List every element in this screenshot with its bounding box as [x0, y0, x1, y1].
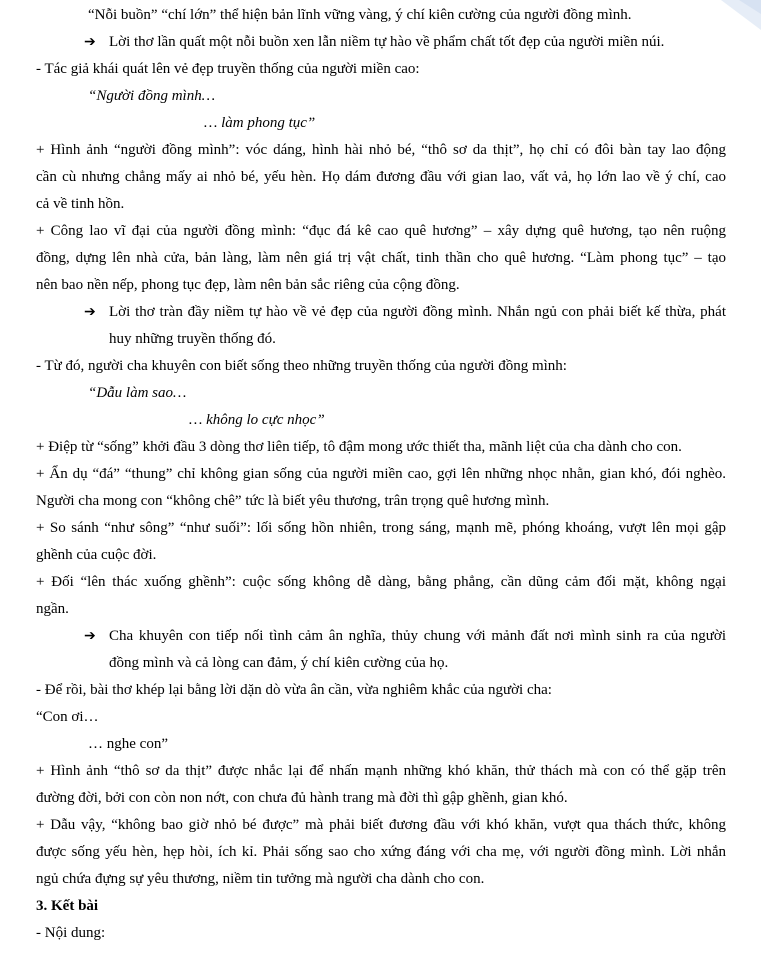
paragraph-line: + Điệp từ “sống” khởi đầu 3 dòng thơ liên tiếp, tô đậm mong ước thiết tha, mãnh liệt của cha dành cho con. — [36, 439, 682, 455]
arrow-conclusion — [36, 29, 726, 56]
paragraph-line: + Công lao vĩ đại của người đồng mình: “đục đá kê cao quê hương” – xây dựng quê hương, tạo nên ruộng — [36, 223, 726, 239]
conclusion-line: đồng mình và cả lòng can đảm, ý chí kiên cường của họ. — [109, 655, 449, 671]
paragraph-line: + Đối “lên thác xuống ghềnh”: cuộc sống không dễ dàng, bằng phẳng, cần dũng cảm đối mặt, không ngại — [36, 574, 726, 590]
paragraph-line: đường đời, bởi con còn non nớt, con chưa đủ hành trang mà đời thì gập ghềnh, gian khó. — [36, 790, 568, 806]
poem-quote: “Dẫu làm sao… — [88, 385, 187, 401]
poem-quote: “Người đồng mình… — [88, 88, 216, 104]
arrow-conclusion — [36, 623, 726, 677]
paragraph-line: Người cha mong con “không chê” tức là biết yêu thương, trân trọng quê hương mình. — [36, 493, 550, 509]
document-page — [36, 2, 726, 947]
poem-quote: … nghe con” — [88, 736, 168, 752]
section-heading: 3. Kết bài — [36, 898, 99, 914]
paragraph-line: cả về tinh hồn. — [36, 196, 125, 212]
paragraph: - Để rồi, bài thơ khép lại bằng lời dặn dò vừa ân cần, vừa nghiêm khắc của người cha: — [36, 682, 552, 698]
paragraph: “Nỗi buồn” “chí lớn” thể hiện bản lĩnh vững vàng, ý chí kiên cường của người đồng mình. — [88, 7, 632, 23]
paragraph-line: + Ẩn dụ “đá” “thung” chỉ không gian sống của người miền cao, gợi lên những nhọc nhằn, gian khó, đói nghèo. — [36, 466, 726, 482]
poem-quote: “Con ơi… — [36, 709, 99, 725]
conclusion-line: Lời thơ lần quất một nỗi buồn xen lẫn niềm tự hào về phẩm chất tốt đẹp của người miền núi. — [109, 34, 665, 50]
paragraph: - Từ đó, người cha khuyên con biết sống theo những truyền thống của người đồng mình: — [36, 358, 567, 374]
paragraph-line: cần cù nhưng chẳng mấy ai nhỏ bé, yếu hèn. Họ dám đương đầu với gian lao, vất vả, họ lớn lao về ý chí, cao — [36, 169, 726, 185]
conclusion-line: Cha khuyên con tiếp nối tình cảm ân nghĩa, thủy chung với mảnh đất nơi mình sinh ra của người — [109, 628, 726, 644]
paragraph: - Tác giả khái quát lên vẻ đẹp truyền thống của người miền cao: — [36, 61, 420, 77]
arrow-right-icon: ➔ — [84, 305, 96, 320]
paragraph-line: nên bao nền nếp, phong tục đẹp, làm nên bản sắc riêng của cộng đồng. — [36, 277, 460, 293]
arrow-right-icon: ➔ — [84, 35, 96, 50]
paragraph-line: + Hình ảnh “người đồng mình”: vóc dáng, hình hài nhỏ bé, “thô sơ da thịt”, họ chỉ có đôi bàn tay lao động — [36, 142, 726, 158]
paragraph: - Nội dung: — [36, 925, 106, 941]
conclusion-line: Lời thơ tràn đầy niềm tự hào về vẻ đẹp của người đồng mình. Nhắn ngủ con phải biết kế thừa, phát — [109, 304, 726, 320]
conclusion-line: huy những truyền thống đó. — [109, 331, 276, 347]
paragraph-line: + Dẫu vậy, “không bao giờ nhỏ bé được” mà phải biết đương đầu với khó khăn, vượt qua thách thức, không — [36, 817, 726, 833]
paragraph-line: + So sánh “như sông” “như suối”: lối sống hồn nhiên, trong sáng, mạnh mẽ, phóng khoáng, vượt lên mọi gập — [36, 520, 726, 536]
arrow-right-icon: ➔ — [84, 629, 96, 644]
poem-quote: … không lo cực nhọc” — [189, 412, 325, 428]
paragraph-line: được sống yếu hèn, hẹp hòi, ích kỉ. Phải sống sao cho xứng đáng với cha mẹ, với người đồng mình. Lời nhắn — [36, 844, 726, 860]
paragraph-line: + Hình ảnh “thô sơ da thịt” được nhắc lại để nhấn mạnh những khó khăn, thử thách mà con có thể gặp trên — [36, 763, 726, 779]
paragraph-line: ngủ chứa đựng sự yêu thương, niềm tin tưởng mà người cha dành cho con. — [36, 871, 485, 887]
arrow-conclusion — [36, 299, 726, 353]
paragraph-line: đồng, dựng lên nhà cửa, bản làng, làm nên giá trị vật chất, tinh thần cho quê hương. “Làm phong tục” – tạo — [36, 250, 726, 266]
paragraph-line: ngần. — [36, 601, 69, 617]
poem-quote: … làm phong tục” — [204, 115, 316, 131]
paragraph-line: ghềnh của cuộc đời. — [36, 547, 157, 563]
